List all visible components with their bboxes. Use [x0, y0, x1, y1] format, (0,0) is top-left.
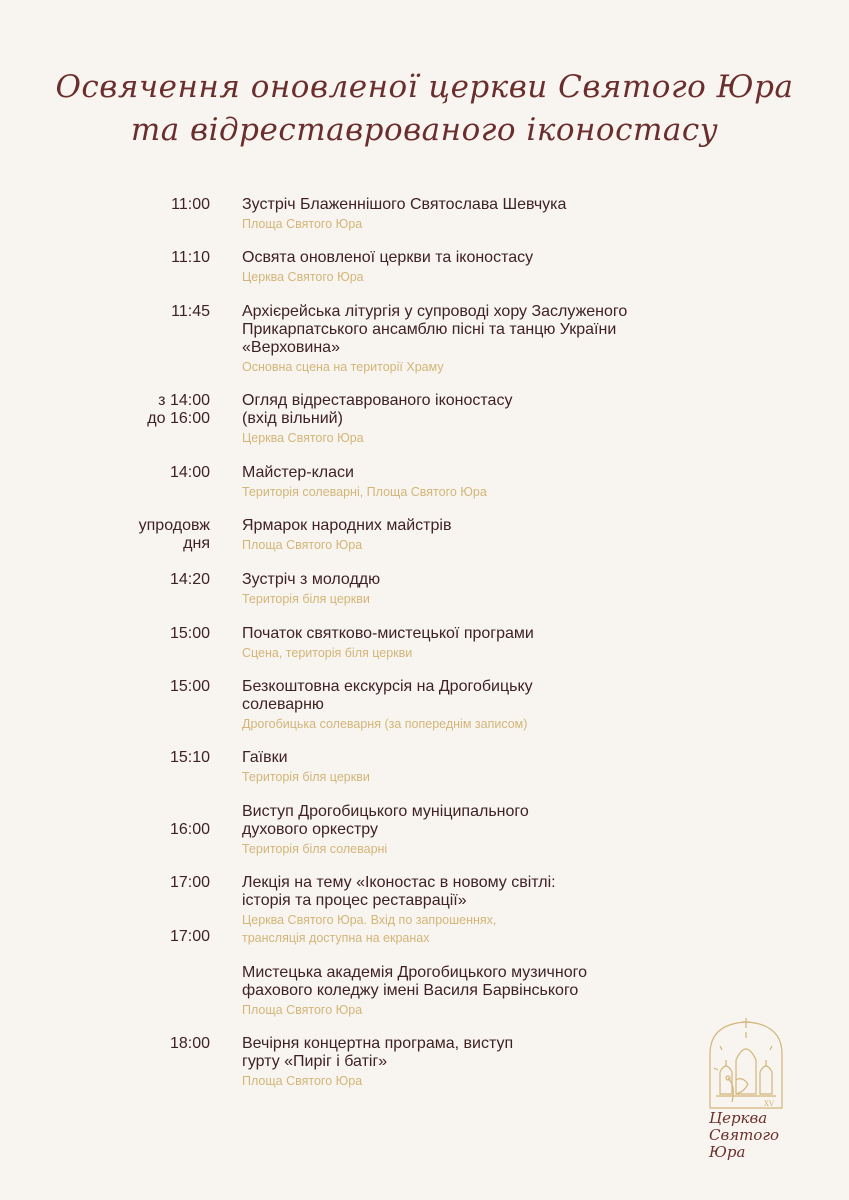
event-place [242, 358, 762, 376]
event-time-line: з 14:00 [158, 392, 210, 409]
event-time [60, 625, 210, 643]
event-place-line: Територія біля солеварні [242, 842, 388, 856]
event-time-line: упродовж [138, 517, 210, 534]
event-name [242, 803, 762, 839]
event-place [242, 268, 762, 286]
event-place-line: Площа Святого Юра [242, 1074, 363, 1088]
event-place-line: Територія біля церкви [242, 592, 370, 606]
event-name-line: Освята оновленої церкви та іконостасу [242, 249, 534, 266]
event-name [242, 249, 762, 267]
event-time-line: 17:00 [169, 928, 210, 945]
event-info [242, 803, 762, 858]
event-place-line: Церква Святого Юра [242, 431, 364, 445]
event-place-line: Площа Святого Юра [242, 1003, 363, 1017]
event-time [60, 392, 210, 428]
event-place [242, 1072, 762, 1090]
event-name-line: Вечірня концертна програма, виступ [242, 1035, 514, 1052]
logo-text-line: Святого [709, 1126, 780, 1144]
event-name-line: Прикарпатського ансамблю пісні та танцю України [242, 321, 617, 338]
event-place-line: трансляція доступна на екранах [242, 931, 430, 945]
event-place [242, 1001, 762, 1019]
event-info [242, 964, 762, 1019]
event-info [242, 249, 762, 286]
logo-numeral: XV [764, 1100, 775, 1108]
event-info [242, 196, 762, 233]
page-title [0, 66, 849, 152]
event-name-line: Майстер-класи [242, 464, 354, 481]
event-info [242, 625, 762, 662]
event-time [60, 1035, 210, 1053]
event-name-line: Мистецька академія Дрогобицького музичного [242, 964, 587, 981]
event-info [242, 392, 762, 447]
event-place [242, 536, 762, 554]
event-place [242, 590, 762, 608]
event-name-line: Гаївки [242, 749, 288, 766]
event-place-line: Територія солеварні, Площа Святого Юра [242, 485, 487, 499]
event-place [242, 840, 762, 858]
event-name [242, 874, 762, 910]
event-name-line: солеварню [242, 696, 324, 713]
event-name-line: Початок святково-мистецької програми [242, 625, 534, 642]
event-name-line: духового оркестру [242, 821, 379, 838]
event-name-line: фахового коледжу імені Василя Барвінського [242, 982, 579, 999]
event-info [242, 874, 762, 947]
event-place-line: Дрогобицька солеварня (за попереднім записом) [242, 717, 528, 731]
event-time-line: до 16:00 [147, 410, 210, 427]
event-name-line: Ярмарок народних майстрів [242, 517, 452, 534]
event-info [242, 1035, 762, 1090]
event-name-line: Зустріч Блаженнішого Святослава Шевчука [242, 196, 567, 213]
event-place-line: Територія біля церкви [242, 770, 370, 784]
event-time-line: дня [183, 535, 210, 552]
event-time [60, 196, 210, 214]
event-info [242, 303, 762, 376]
event-info [242, 571, 762, 608]
event-time-line: 18:00 [169, 1035, 210, 1052]
event-time-line: 15:00 [169, 678, 210, 695]
event-place-line: Площа Святого Юра [242, 538, 363, 552]
event-time-line: 11:00 [171, 196, 210, 213]
event-time [60, 749, 210, 767]
event-name-line: «Верховина» [242, 339, 340, 356]
title-line-2: та відреставрованого іконостасу [130, 112, 719, 148]
event-time [60, 928, 210, 946]
event-name-line: Зустріч з молоддю [242, 571, 381, 588]
event-name-line: історія та процес реставрації» [242, 892, 467, 909]
event-name-line: (вхід вільний) [242, 410, 343, 427]
event-name-line: Архієрейська літургія у супроводі хору Заслуженого [242, 303, 628, 320]
event-name [242, 571, 762, 589]
event-place-line: Основна сцена на території Храму [242, 360, 444, 374]
event-time [60, 874, 210, 892]
event-place-line: Церква Святого Юра [242, 270, 364, 284]
event-name-line: Виступ Дрогобицького муніципального [242, 803, 529, 820]
event-time-line: 11:10 [171, 249, 210, 266]
logo-text [709, 1110, 799, 1161]
event-name [242, 303, 762, 357]
event-time-line: 11:45 [171, 303, 210, 320]
logo-text-line: Юра [709, 1143, 746, 1161]
logo-text-line: Церква [709, 1109, 768, 1127]
event-name-line: гурту «Пиріг і батіг» [242, 1053, 388, 1070]
event-name [242, 678, 762, 714]
event-place [242, 429, 762, 447]
event-name [242, 1035, 762, 1071]
event-time [60, 678, 210, 696]
event-time [60, 517, 210, 553]
event-info [242, 464, 762, 501]
event-place-line: Церква Святого Юра. Вхід по запрошеннях, [242, 913, 497, 927]
event-time [60, 464, 210, 482]
event-place [242, 644, 762, 662]
event-time [60, 249, 210, 267]
event-place [242, 215, 762, 233]
event-place [242, 483, 762, 501]
event-info [242, 749, 762, 786]
event-name [242, 749, 762, 767]
event-place [242, 768, 762, 786]
church-logo [706, 1016, 786, 1166]
event-name-line: Лекція на тему «Іконостас в новому світлі: [242, 874, 556, 891]
event-time-line: 14:00 [169, 464, 210, 481]
event-name [242, 625, 762, 643]
event-name-line: Безкоштовна екскурсія на Дрогобицьку [242, 678, 533, 695]
event-place-line: Площа Святого Юра [242, 217, 363, 231]
title-line-1: Освячення оновленої церкви Святого Юра [55, 69, 794, 105]
event-name-line: Огляд відреставрованого іконостасу [242, 392, 513, 409]
event-info [242, 517, 762, 554]
event-time [60, 303, 210, 321]
event-name [242, 964, 762, 1000]
event-name [242, 517, 762, 535]
event-time [60, 571, 210, 589]
event-name [242, 392, 762, 428]
event-time-line: 14:20 [169, 571, 210, 588]
event-time [60, 821, 210, 839]
event-place [242, 715, 762, 733]
church-icon [706, 1016, 786, 1111]
event-name [242, 464, 762, 482]
event-place [242, 911, 762, 947]
event-place-line: Сцена, територія біля церкви [242, 646, 413, 660]
event-name [242, 196, 762, 214]
event-time-line: 15:10 [169, 749, 210, 766]
event-info [242, 678, 762, 733]
event-time-line: 17:00 [169, 874, 210, 891]
event-time-line: 16:00 [169, 821, 210, 838]
event-time-line: 15:00 [169, 625, 210, 642]
